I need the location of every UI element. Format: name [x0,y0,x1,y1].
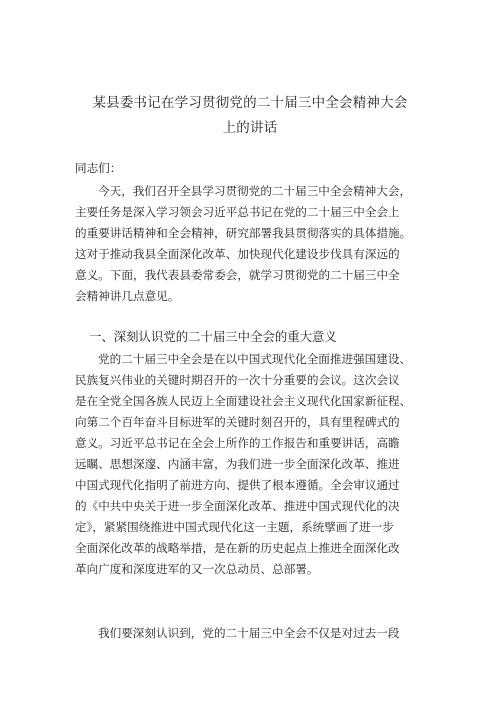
paragraph-line: 定》，紧紧围绕推进中国式现代化这一主题，系统擘画了进一步 [75,520,394,534]
paragraph-line: 的重要讲话精神和全会精神，研究部署我县贯彻落实的具体措施。 [75,226,412,240]
paragraph-line: 远瞩、思想深邃、内涵丰富，为我们进一步全面深化改革、推进 [75,457,400,471]
paragraph-line: 意义。下面，我代表县委常委会，就学习贯彻党的二十届三中全 [75,268,400,282]
paragraph-line: 中国式现代化指明了前进方向、提供了根本遵循。全会审议通过 [75,478,400,492]
paragraph-line: 意义。习近平总书记在全会上所作的工作报告和重要讲话，高瞻 [75,436,400,450]
paragraph-line: 全面深化改革的战略举措，是在新的历史起点上推进全面深化改 [75,541,400,555]
paragraph-line: 的《中共中央关于进一步全面深化改革、推进中国式现代化的决 [75,499,400,513]
section-heading-1: 一、深刻认识党的二十届三中全会的重大意义 [89,329,337,344]
document-title-line-1: 某县委书记在学习贯彻党的二十届三中全会精神大会 [92,95,408,111]
paragraph-line: 今天，我们召开全县学习贯彻党的二十届三中全会精神大会， [98,184,412,198]
paragraph-line: 我们要深刻认识到，党的二十届三中全会不仅是对过去一段 [98,626,400,640]
salutation-text: 同志们： [75,161,122,175]
document-title-line-2: 上的讲话 [222,120,278,136]
paragraph-line: 主要任务是深入学习领会习近平总书记在党的二十届三中全会上 [75,205,400,219]
paragraph-line: 党的二十届三中全会是在以中国式现代化全面推进强国建设、 [98,352,412,366]
paragraph-line: 民族复兴伟业的关键时期召开的一次十分重要的会议。这次会议 [75,373,400,387]
paragraph-line: 这对于推动我县全面深化改革、加快现代化建设步伐具有深远的 [75,247,400,261]
paragraph-line: 向第二个百年奋斗目标进军的关键时刻召开的，具有里程碑式的 [75,415,400,429]
paragraph-line: 革向广度和深度进军的又一次总动员、总部署。 [75,562,319,576]
paragraph-line: 会精神讲几点意见。 [75,289,180,303]
paragraph-line: 是在全党全国各族人民迈上全面建设社会主义现代化国家新征程、 [75,394,412,408]
